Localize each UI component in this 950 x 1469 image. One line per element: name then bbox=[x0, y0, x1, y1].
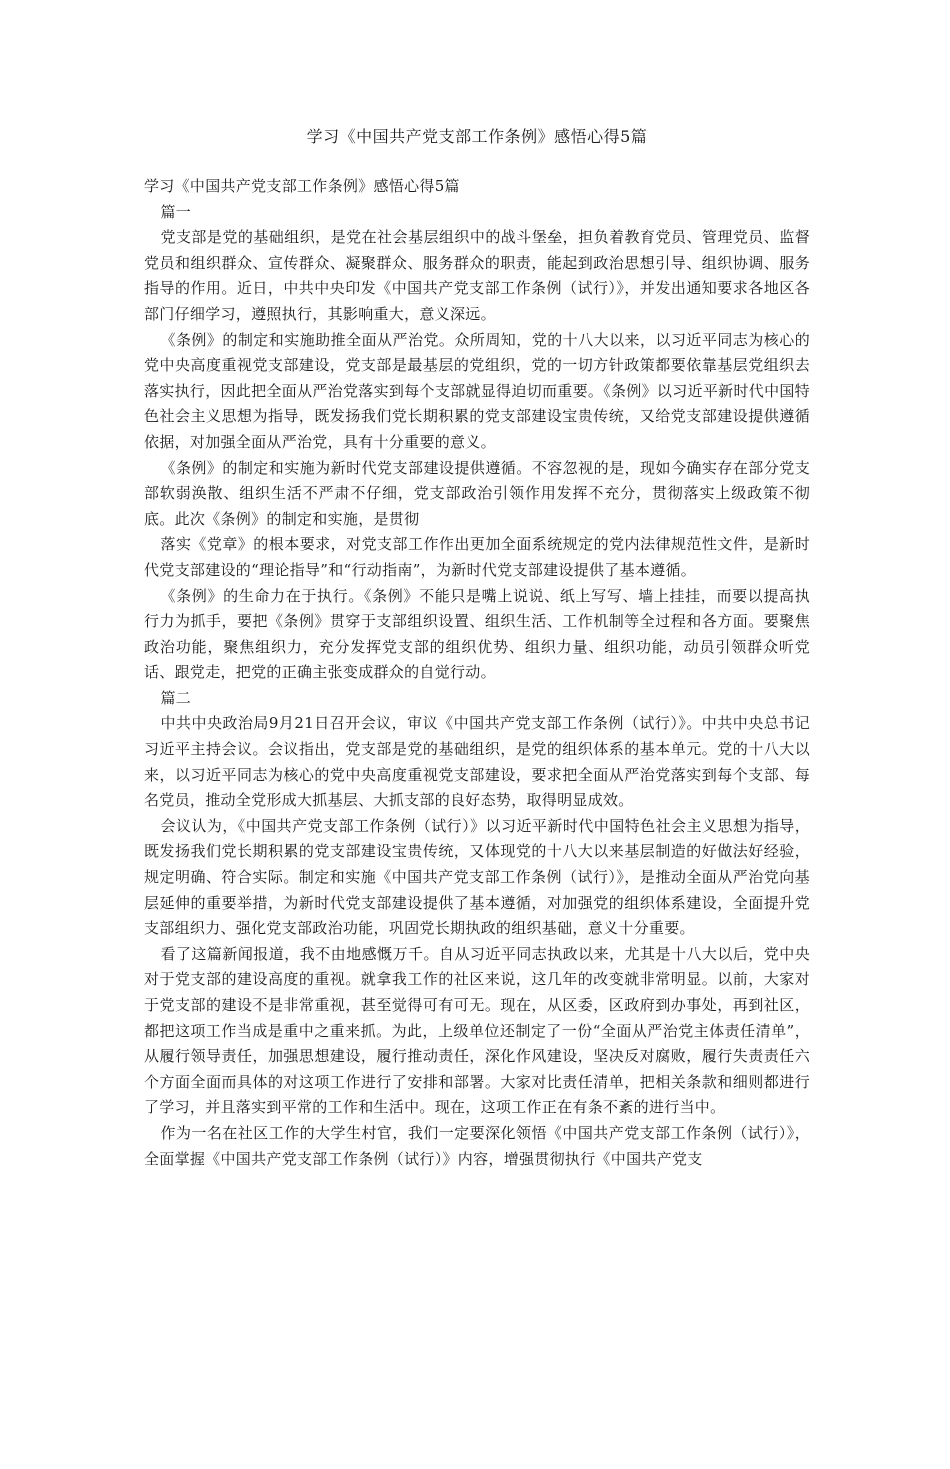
paragraph: 《条例》的生命力在于执行。《条例》不能只是嘴上说说、纸上写写、墙上挂挂，而要以提高执行力为抓手，要把《条例》贯穿于支部组织设置、组织生活、工作机制等全过程和各方面。要聚焦政治功能，聚焦组织力，充分发挥党支部的组织优势、组织力量、组织功能，动员引领群众听党话、跟党走，把党的正确主张变成群众的自觉行动。 bbox=[144, 586, 810, 682]
paragraph: 作为一名在社区工作的大学生村官，我们一定要深化领悟《中国共产党支部工作条例（试行）》，全面掌握《中国共产党支部工作条例（试行）》内容，增强贯彻执行《中国共产党支 bbox=[144, 1123, 810, 1168]
paragraph: 《条例》的制定和实施助推全面从严治党。众所周知，党的十八大以来，以习近平同志为核心的党中央高度重视党支部建设，党支部是最基层的党组织，党的一切方针政策都要依靠基层党组织去落实执行，因此把全面从严治党落实到每个支部就显得迫切而重要。《条例》以习近平新时代中国特色社会主义思想为指导，既发扬我们党长期积累的党支部建设宝贵传统，又给党支部建设提供遵循依据，对加强全面从严治党，具有十分重要的意义。 bbox=[144, 330, 810, 451]
paragraph: 会议认为，《中国共产党支部工作条例（试行）》以习近平新时代中国特色社会主义思想为指导，既发扬我们党长期积累的党支部建设宝贵传统，又体现党的十八大以来基层制造的好做法好经验，规定明确、符合实际。制定和实施《中国共产党支部工作条例（试行）》，是推动全面从严治党向基层延伸的重要举措，为新时代党支部建设提供了基本遵循，对加强党的组织体系建设，全面提升党支部组织力、强化党支部政治功能，巩固党长期执政的组织基础，意义十分重要。 bbox=[144, 816, 810, 938]
body-title-line: 学习《中国共产党支部工作条例》感悟心得5篇 bbox=[144, 177, 460, 195]
paragraph-continuation: 落实《党章》的根本要求，对党支部工作作出更加全面系统规定的党内法律规范性文件，是新时代党支部建设的“理论指导”和“行动指南”，为新时代党支部建设提供了基本遵循。 bbox=[144, 535, 810, 579]
section-heading-one: 篇一 bbox=[160, 202, 192, 221]
document-page bbox=[0, 125, 950, 1469]
document-title: 学习《中国共产党支部工作条例》感悟心得5篇 bbox=[306, 127, 648, 146]
document-body bbox=[144, 174, 810, 1172]
paragraph: 《条例》的制定和实施为新时代党支部建设提供遵循。不容忽视的是，现如今确实存在部分党支部软弱涣散、组织生活不严肃不仔细，党支部政治引领作用发挥不充分，贯彻落实上级政策不彻底。此次《条例》的制定和实施，是贯彻 bbox=[144, 458, 810, 528]
paragraph: 看了这篇新闻报道，我不由地感慨万千。自从习近平同志执政以来，尤其是十八大以后，党中央对于党支部的建设高度的重视。就拿我工作的社区来说，这几年的改变就非常明显。以前，大家对于党支部的建设不是非常重视，甚至觉得可有可无。现在，从区委，区政府到办事处，再到社区，都把这项工作当成是重中之重来抓。为此，上级单位还制定了一份“全面从严治党主体责任清单”，从履行领导责任，加强思想建设，履行推动责任，深化作风建设，坚决反对腐败，履行失责责任六个方面全面而具体的对这项工作进行了安排和部署。大家对比责任清单，把相关条款和细则都进行了学习，并且落实到平常的工作和生活中。现在，这项工作正在有条不紊的进行当中。 bbox=[144, 944, 810, 1117]
paragraph: 党支部是党的基础组织，是党在社会基层组织中的战斗堡垒，担负着教育党员、管理党员、监督党员和组织群众、宣传群众、凝聚群众、服务群众的职责，能起到政治思想引导、组织协调、服务指导的作用。近日，中共中央印发《中国共产党支部工作条例（试行）》，并发出通知要求各地区各部门仔细学习，遵照执行，其影响重大，意义深远。 bbox=[144, 228, 810, 323]
section-heading-two: 篇二 bbox=[160, 688, 192, 707]
paragraph: 中共中央政治局9月21日召开会议，审议《中国共产党支部工作条例（试行）》。中共中央总书记习近平主持会议。会议指出，党支部是党的基础组织，是党的组织体系的基本单元。党的十八大以来，以习近平同志为核心的党中央高度重视党支部建设，要求把全面从严治党落实到每个支部、每名党员，推动全党形成大抓基层、大抓支部的良好态势，取得明显成效。 bbox=[144, 714, 810, 810]
